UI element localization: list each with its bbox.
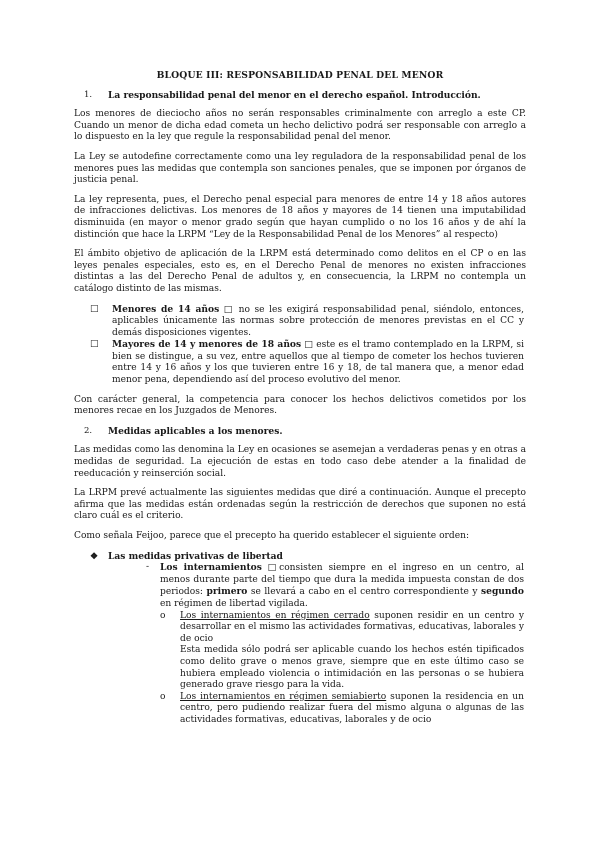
bullet-box-icon: □ bbox=[90, 303, 99, 314]
list-item bbox=[74, 339, 524, 386]
item-text: suponen la residencia en un centro, pero pudiendo realizar fuera del mismo alguna o algunas de las actividades formativas, educativas, laborales y de ocio bbox=[180, 691, 524, 725]
section-1-title: La responsabilidad penal del menor en el derecho español. Introducción. bbox=[108, 89, 481, 101]
item-text: en régimen de libertad vigilada. bbox=[160, 598, 308, 609]
list-item bbox=[74, 304, 524, 340]
inline-box-icon: □ bbox=[304, 340, 314, 351]
paragraph: La Ley se autodefine correctamente como una ley reguladora de la responsabilidad penal de los menores pues las medidas que contempla son sanciones penales, que se imponen por órganos de justicia penal. bbox=[74, 151, 526, 186]
bullet-text: no se les exigirá responsabilidad penal, siéndolo, entonces, aplicables únicamente las normas sobre protección de menores previstas en el CC y demás disposiciones vigentes. bbox=[112, 304, 524, 338]
age-bullet-list bbox=[74, 304, 526, 387]
paragraph: Con carácter general, la competencia para conocer los hechos delictivos cometidos por los menores recae en los Juzgados de Menores. bbox=[74, 394, 526, 417]
item-lead: Los internamientos en régimen semiabierto bbox=[180, 691, 387, 702]
section-2-title: Medidas aplicables a los menores. bbox=[108, 425, 283, 437]
bullet-box-icon: □ bbox=[90, 339, 99, 350]
item-text: Esta medida sólo podrá ser aplicable cuando los hechos estén tipificados como delito grave o menos grave, siempre que en este último caso se hubiera empleado violencia o intimidación en las personas o se hubiera generado grave riesgo para la vida. bbox=[180, 645, 524, 691]
bullet-lead: Mayores de 14 y menores de 18 años bbox=[112, 339, 302, 351]
section-1-number: 1. bbox=[84, 89, 93, 100]
diamond-bullet-icon: ❖ bbox=[90, 550, 99, 562]
bullet-text: este es el tramo contemplado en la LRPM, si bien se distingue, a su vez, entre aquellos que al tiempo de cometer los hechos tuvieren entre 14 y 16 años y los que tuvieren entre 16 y 18, de tal manera que, a menor edad menor pena, dependiendo así del proceso evolutivo del menor. bbox=[112, 340, 524, 386]
dash-bullet-icon: - bbox=[146, 562, 150, 573]
emphasis: segundo bbox=[481, 586, 524, 598]
paragraph: Las medidas como las denomina la Ley en ocasiones se asemejan a verdaderas penas y en otras a medidas de seguridad. La ejecución de estas en todo caso debe atender a la finalidad de reeducación y reinserción social. bbox=[74, 445, 526, 479]
paragraph: Como señala Feijoo, parece que el precepto ha querido establecer el siguiente orden: bbox=[74, 531, 470, 541]
paragraph: Los menores de dieciocho años no serán responsables criminalmente con arreglo a este CP. Cuando un menor de dicha edad cometa un hecho delictivo podrá ser responsable con arreglo a lo dispuesto en la ley que regule la responsabilidad penal del menor. bbox=[74, 109, 526, 143]
bullet-lead: Menores de 14 años bbox=[112, 303, 220, 315]
document-page bbox=[74, 70, 526, 727]
item-text: consisten siempre en el ingreso en un centro, al menos durante parte del tiempo que dura la medida impuesta constan de dos periodos: bbox=[160, 563, 524, 598]
section-1-heading bbox=[74, 90, 526, 102]
emphasis: primero bbox=[206, 586, 248, 598]
item-text: se llevará a cabo en el centro correspondiente y bbox=[250, 587, 478, 598]
document-title: BLOQUE III: RESPONSABILIDAD PENAL DEL MENOR bbox=[156, 70, 444, 81]
item-lead: Los internamientos en régimen cerrado bbox=[180, 610, 370, 621]
circle-bullet-icon: o bbox=[160, 691, 166, 702]
item-lead: Los internamientos bbox=[160, 562, 262, 574]
list-item bbox=[74, 562, 526, 610]
circle-bullet-icon: o bbox=[160, 610, 166, 621]
group-title: Las medidas privativas de libertad bbox=[108, 550, 283, 562]
list-item bbox=[74, 611, 526, 692]
paragraph: La LRPM prevé actualmente las siguientes medidas que diré a continuación. Aunque el precepto afirma que las medidas están ordenadas según la restricción de derechos que suponen no está claro cuál es el criterio. bbox=[74, 488, 526, 522]
inline-box-icon: □ bbox=[267, 563, 280, 574]
paragraph: El ámbito objetivo de aplicación de la LRPM está determinado como delitos en el CP o en las leyes penales especiales, esto es, en el Derecho Penal de menores no existen infracciones distintas a las del Derecho Penal de adultos y, en consecuencia, la LRPM no contempla un catálogo distinto de las mismas. bbox=[74, 249, 526, 294]
section-2-number: 2. bbox=[84, 425, 93, 436]
list-item bbox=[74, 692, 526, 727]
section-2-heading bbox=[74, 426, 526, 438]
inline-box-icon: □ bbox=[223, 304, 235, 315]
paragraph: La ley representa, pues, el Derecho penal especial para menores de entre 14 y 18 años autores de infracciones delictivas. Los menores de 18 años y mayores de 14 tienen una imputabilidad disminuida (en mayor o menor grado según que hayan cumplido o no los 16 años y de ahí la distinción que hace la LRPM “Ley de la Responsabilidad Penal de los Menores” al respecto) bbox=[74, 194, 526, 240]
group-heading bbox=[74, 551, 526, 563]
item-text: suponen residir en un centro y desarrollar en el mismo las actividades formativas, educativas, laborales y de ocio bbox=[180, 610, 524, 644]
